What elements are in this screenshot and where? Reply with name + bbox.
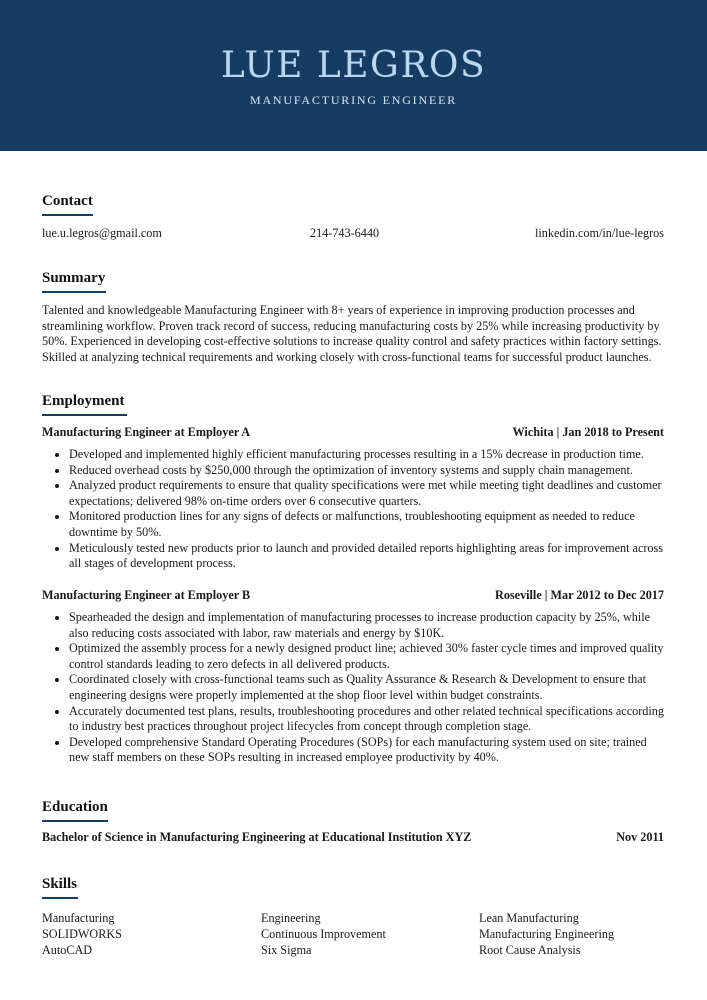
job-entry xyxy=(42,588,664,766)
skills-section xyxy=(42,876,664,957)
skill-item: Root Cause Analysis xyxy=(479,943,581,957)
job-title: Manufacturing Engineer at Employer B xyxy=(42,588,251,602)
candidate-title: MANUFACTURING ENGINEER xyxy=(249,93,458,107)
skill-item: Continuous Improvement xyxy=(261,927,386,941)
summary-section xyxy=(42,270,664,365)
contact-heading: Contact xyxy=(42,193,93,209)
job-bullet: • Optimized the assembly process for a newly designed product line; achieved 30% faster cycle times and improved quality control standards leading to zero defects in all delivered products. xyxy=(69,641,664,672)
job-bullet: • Spearheaded the design and implementation of manufacturing processes to increase production capacity by 25%, while also reducing costs associated with labor, raw materials and energy by $10K. xyxy=(69,610,664,641)
candidate-name: LUE LEGROS xyxy=(220,45,487,86)
job-bullet: • Developed comprehensive Standard Operating Procedures (SOPs) for each manufacturing system used on site; trained new staff members on these SOPs resulting in increased employee productivity by 40%. xyxy=(69,735,664,766)
skills-heading: Skills xyxy=(42,876,78,892)
skill-item: Manufacturing Engineering xyxy=(479,927,615,941)
contact-section xyxy=(42,193,664,216)
education-header xyxy=(42,830,664,846)
job-bullet: • Reduced overhead costs by $250,000 through the optimization of inventory systems and supply chain management. xyxy=(69,463,664,479)
education-date: Nov 2011 xyxy=(616,830,664,844)
job-entry xyxy=(42,425,664,572)
job-location-dates: Roseville | Mar 2012 to Dec 2017 xyxy=(495,588,664,602)
job-bullets xyxy=(42,447,664,572)
contact-heading-rule xyxy=(42,214,93,216)
education-degree: Bachelor of Science in Manufacturing Engineering at Educational Institution XYZ xyxy=(42,830,472,844)
summary-heading-rule xyxy=(42,291,106,293)
skill-item: Lean Manufacturing xyxy=(479,911,579,925)
skill-item: AutoCAD xyxy=(42,943,93,957)
job-title: Manufacturing Engineer at Employer A xyxy=(42,425,251,439)
education-heading: Education xyxy=(42,799,108,815)
job-bullet: • Coordinated closely with cross-functional teams such as Quality Assurance & Research & Development to ensure that engineering designs were properly implemented at the shop floor level within budget constraints. xyxy=(69,672,664,703)
job-header xyxy=(42,588,664,604)
job-bullets xyxy=(42,610,664,766)
contact-row xyxy=(42,226,664,242)
employment-section xyxy=(42,393,664,416)
skill-item: Engineering xyxy=(261,911,321,925)
job-bullet: • Accurately documented test plans, results, troubleshooting procedures and other related technical specifications according to industry best practices throughout project lifecycles from concept through completion stage. xyxy=(69,704,664,735)
skill-item: SOLIDWORKS xyxy=(42,927,122,941)
contact-phone: 214-743-6440 xyxy=(310,226,380,240)
contact-email: lue.u.legros@gmail.com xyxy=(42,226,162,240)
employment-heading-rule xyxy=(42,414,127,416)
skill-item: Manufacturing xyxy=(42,911,115,925)
employment-heading: Employment xyxy=(42,393,125,409)
job-bullet: • Analyzed product requirements to ensure that quality specifications were met while meeting tight deadlines and customer expectations; delivered 98% on-time orders over 6 consecutive quarters. xyxy=(69,478,664,509)
job-bullet: • Meticulously tested new products prior to launch and provided detailed reports highlighting areas for improvement across all stages of development process. xyxy=(69,541,664,572)
job-bullet: • Developed and implemented highly efficient manufacturing processes resulting in a 15% decrease in production time. xyxy=(69,447,664,463)
contact-linkedin: linkedin.com/in/lue-legros xyxy=(535,226,664,240)
summary-text: Talented and knowledgeable Manufacturing Engineer with 8+ years of experience in improving production processes and streamlining workflow. Proven track record of success, reducing manufacturing costs by 25% while increasing productivity by 50%. Experienced in developing cost-effective solutions to increase quality control and safety practices within factory settings. Skilled at analyzing technical requirements and working closely with cross-functional teams for successful product launches. xyxy=(42,303,662,364)
job-header xyxy=(42,425,664,441)
job-location-dates: Wichita | Jan 2018 to Present xyxy=(512,425,664,439)
skill-item: Six Sigma xyxy=(261,943,312,957)
job-bullet: • Monitored production lines for any signs of defects or malfunctions, troubleshooting equipment as needed to reduce downtime by 50%. xyxy=(69,509,664,540)
resume-header xyxy=(0,0,707,151)
education-section xyxy=(42,799,664,822)
education-entry xyxy=(42,830,664,846)
education-heading-rule xyxy=(42,820,108,822)
skills-heading-rule xyxy=(42,897,78,899)
summary-heading: Summary xyxy=(42,270,106,286)
